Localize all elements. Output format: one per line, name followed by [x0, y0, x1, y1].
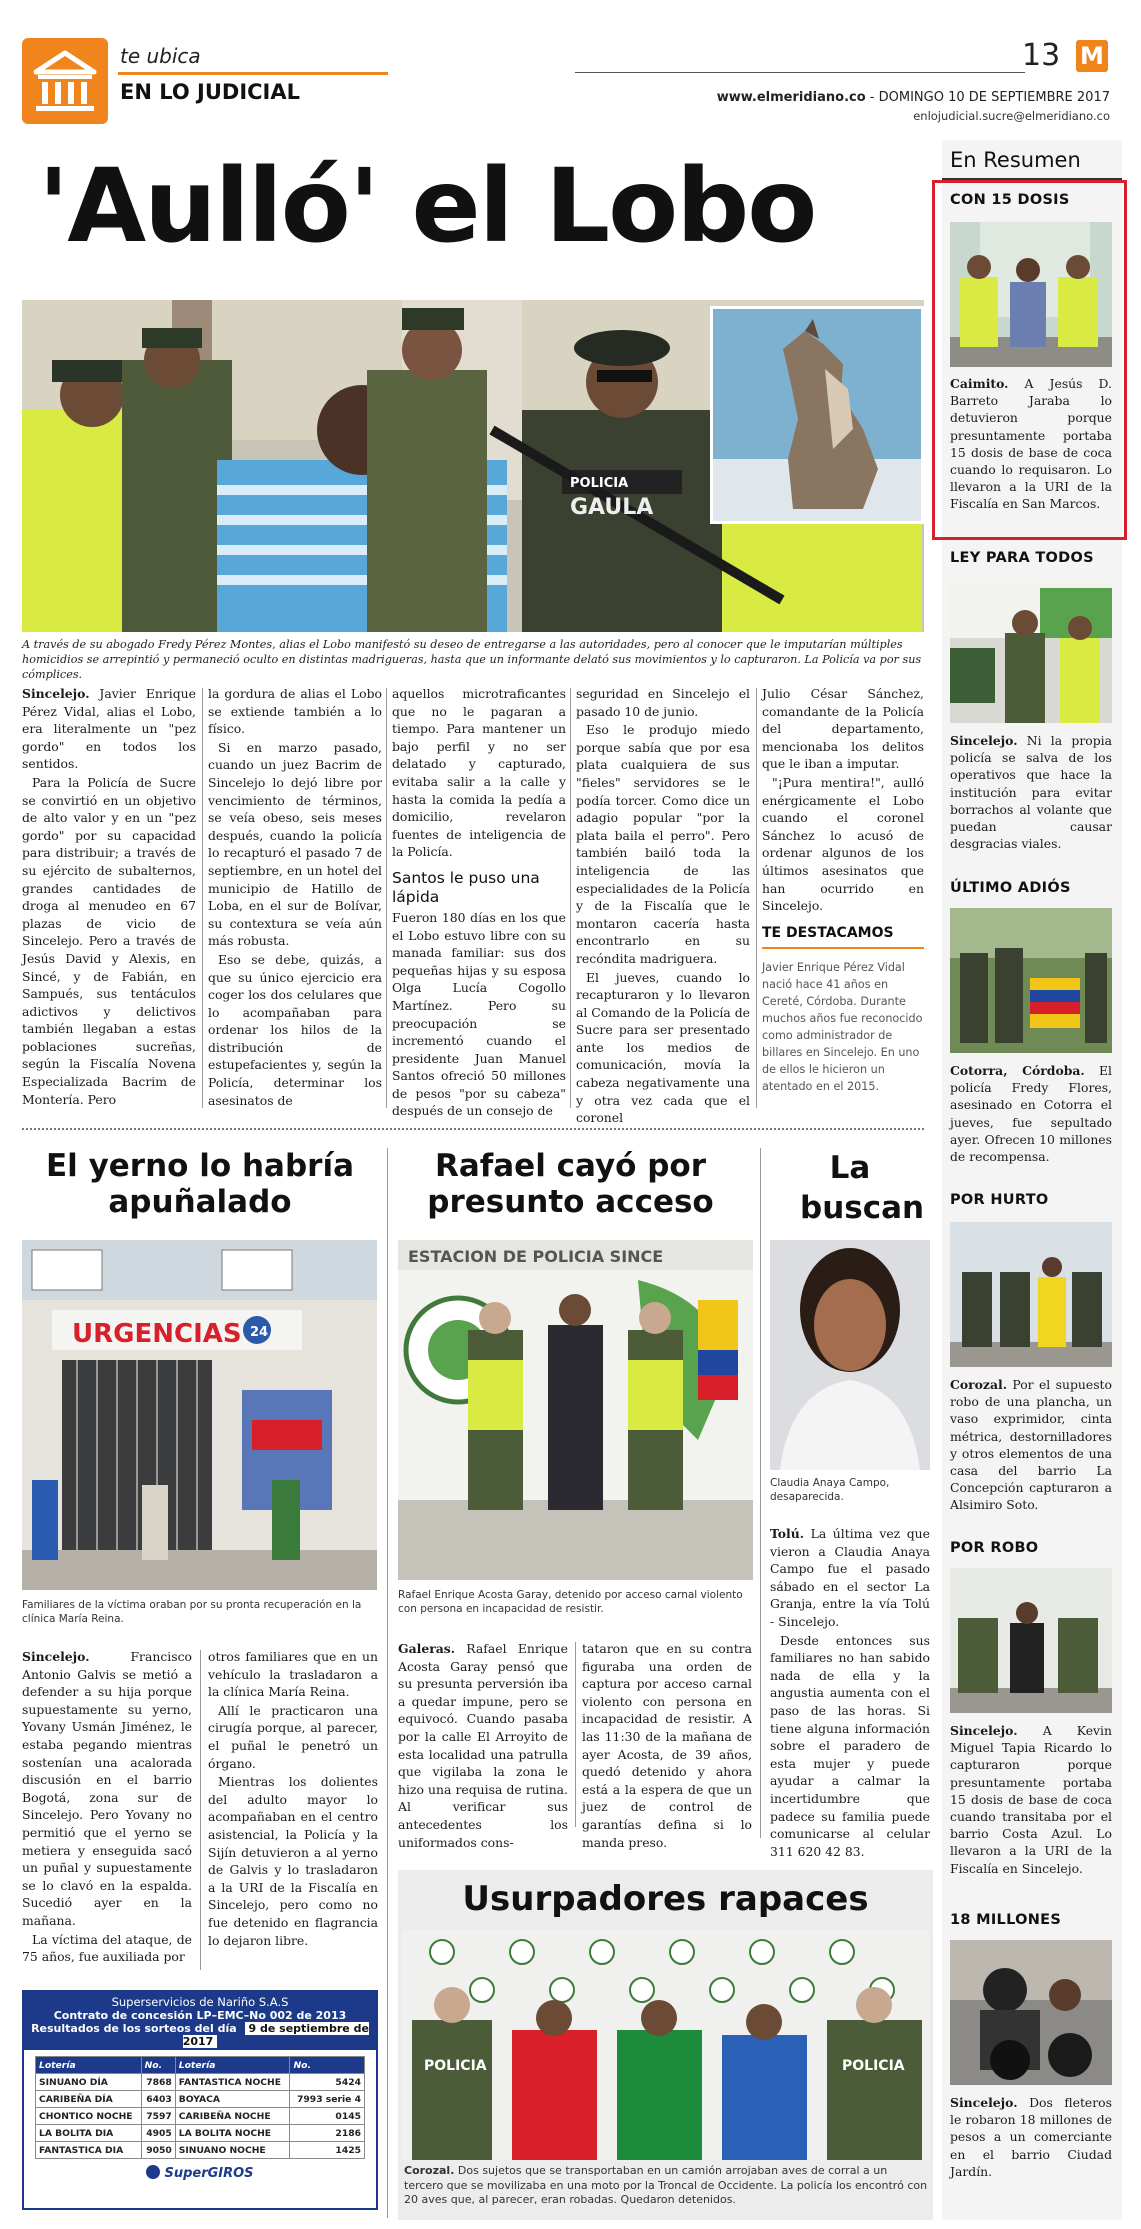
buscan-headline: La buscan — [800, 1150, 925, 1226]
sidebar-item-lead: Sincelejo. — [950, 1723, 1018, 1738]
sidebar-item-body: Por el supuesto robo de una plancha, un vaso exprimidor, cinta métrica, destornilladores y otros elementos de una casa del barrio La Concepción capturaron a Alsimiro Soto. — [950, 1377, 1112, 1513]
column-rule — [756, 688, 757, 1108]
yerno-paragraph: La víctima del ataque, de 75 años, fue auxiliada por — [22, 1931, 192, 1965]
sidebar-item-text — [950, 2094, 1112, 2180]
lottery-row — [36, 2125, 365, 2142]
lead-column-1 — [22, 685, 196, 1125]
lead-paragraph: "¡Pura mentira!", aulló enérgicamente el Lobo cuando el coronel Sánchez lo acusó de ordenar algunos de los últimos asesinatos que han ocurrido en Sincelejo. — [762, 774, 924, 914]
column-rule — [760, 1148, 761, 1838]
lead-paragraph: Eso se debe, quizás, a que su único ejercicio era coger los dos celulares que lo acompañaban para ordenar los hilos de la distribución de estupefacientes y, según la Policía, determinar los asesinatos de — [208, 951, 382, 1108]
lottery-number: 7868 — [141, 2074, 175, 2091]
column-rule — [200, 1650, 201, 1970]
masthead-rule — [575, 72, 1025, 73]
sidebar-item-body: El policía Fredy Flores, asesinado en Cotorra el jueves, fue sepultado ayer. Ofrecen 10 millones de recompensa. — [950, 1063, 1112, 1165]
lottery-row — [36, 2108, 365, 2125]
lottery-number: 5424 — [290, 2074, 365, 2091]
lead-dateline: Sincelejo. — [22, 686, 90, 701]
sidebar-item-text — [950, 375, 1112, 513]
supergiros-icon — [146, 2165, 160, 2179]
yerno-caption: Familiares de la víctima oraban por su pronta recuperación en la clínica María Reina. — [22, 1599, 362, 1625]
column-rule — [570, 688, 571, 1108]
lead-paragraph: Si en marzo pasado, cuando un juez Bacrim de Sincelejo lo dejó libre por vencimiento de términos, se veía obeso, seis meses después, cuando la policía lo recapturó el pasado 7 de septiembre, en un hotel del municipio de Hatillo de Loba, en el sur de Bolívar, su contextura se veía aún más robusta. — [208, 739, 382, 949]
lead-paragraph: Fueron 180 días en los que el Lobo estuvo libre con su manada familiar: sus dos pequeñas hijas y su esposa Olga Lucía Cogollo Martínez. Pero su preocupación se incrementó cuando el presidente Juan Manuel Santos ofreció 50 millones de pesos "por su cabeza" después de un consejo de — [392, 909, 566, 1119]
lead-paragraph: Eso le produjo miedo porque sabía que por esa plata cualquiera de sus "fieles" servidores se le podía torcer. Como dice un adagio popular "por la plata baila el perro". Pero también bailó toda la inteligencia de las especialidades de la Policía y de la Fiscalía que le montaron cacería hasta encontrarlo en su recóndita madriguera. — [576, 722, 750, 966]
urgencias-sign: URGENCIAS — [72, 1319, 242, 1349]
rafael-paragraph: tataron que en su contra figuraba una orden de captura por acceso carnal violento con persona en incapacidad de resistir. A las 11:30 de la mañana de ayer Acosta, de 39 años, quedó detenido y ahora está a la espera de que un juez de control de garantías defina si lo manda preso. — [582, 1641, 752, 1850]
yerno-column-2 — [208, 1648, 378, 1978]
usurpadores-caption-text: Dos sujetos que se transportaban en un camión arrojaban aves de corral a un tercero que se movilizaba en una moto por la Troncal de Occidente. La policía los encontró con 20 aves que, al parecer, eran robadas. Quedaron detenidos. — [404, 2164, 928, 2206]
wolf-photo — [710, 306, 924, 524]
yerno-headline: El yerno lo habría apuñalado — [45, 1148, 354, 1220]
rafael-column-2 — [582, 1640, 752, 1850]
tagline: te ubica — [120, 44, 201, 68]
buscan-photo — [770, 1240, 930, 1470]
column-rule — [386, 688, 387, 1108]
usurpadores-dateline: Corozal. — [404, 2164, 455, 2177]
yerno-photo — [22, 1240, 377, 1590]
lottery-row — [36, 2091, 365, 2108]
email[interactable]: enlojudicial.sucre@elmeridiano.co — [913, 109, 1110, 123]
lottery-number: 7597 — [141, 2108, 175, 2125]
yerno-column-1 — [22, 1648, 192, 1978]
lottery-number: 2186 — [290, 2125, 365, 2142]
lottery-name: LA BOLITA DIA — [36, 2125, 142, 2142]
rafael-dateline: Galeras. — [398, 1641, 456, 1656]
supergiros-logo — [24, 2165, 376, 2181]
rafael-caption: Rafael Enrique Acosta Garay, detenido por acceso carnal violento con persona en incapacidad de resistir. — [398, 1589, 743, 1615]
sidebar-item-text — [950, 732, 1112, 852]
column-rule — [575, 1642, 576, 1827]
station-wall-text: ESTACION DE POLICIA SINCE — [408, 1247, 664, 1266]
buscan-text — [770, 1525, 930, 1859]
sidebar-item-head: POR ROBO — [950, 1540, 1039, 1556]
sidebar-item-body: Ni la propia policía se salva de los operativos que hace la institución para evitar borrachos al volante que puedan causar desgracias viales. — [950, 733, 1112, 852]
rafael-headline: Rafael cayó por presunto acceso — [427, 1148, 714, 1220]
sidebar-item-head: LEY PARA TODOS — [950, 550, 1094, 566]
sidebar-photo — [950, 1940, 1112, 2085]
sidebar-photo — [950, 222, 1112, 367]
lottery-col-header: No. — [141, 2057, 175, 2074]
lead-column-5 — [762, 685, 924, 925]
lead-subhead: Santos le puso una lápida — [392, 868, 540, 906]
sidebar-item-text — [950, 1376, 1112, 1514]
lead-paragraph: Javier Enrique Pérez Vidal, alias el Lobo, era literalmente un "pez gordo" en todos los sentidos. — [22, 686, 196, 772]
sidebar-item-lead: Corozal. — [950, 1377, 1008, 1392]
te-destacamos-box — [762, 925, 924, 1125]
lottery-col-header: No. — [290, 2057, 365, 2074]
buscan-dateline: Tolú. — [770, 1526, 805, 1541]
yerno-paragraph: Allí le practicaron una cirugía porque, al parecer, el puñal le penetró un órgano. — [208, 1702, 378, 1771]
sidebar-item-head: CON 15 DOSIS — [950, 192, 1070, 208]
police-vest-label-2: POLICIA — [842, 2058, 905, 2074]
sidebar-photo — [950, 908, 1112, 1053]
lead-column-4 — [576, 685, 750, 1125]
lottery-name: CARIBEÑA DÍA — [36, 2091, 142, 2108]
sidebar-item-head: ÚLTIMO ADIÓS — [950, 880, 1071, 896]
sidebar-photo — [950, 1222, 1112, 1367]
lead-paragraph: El jueves, cuando lo recapturaron y lo llevaron al Comando de la Policía de Sucre para ser presentado ante los medios de comunicación, movía la cabeza negativamente una y otra vez cada que el coronel — [576, 969, 750, 1126]
buscan-caption: Claudia Anaya Campo, desaparecida. — [770, 1477, 890, 1503]
sidebar-item-body: A Jesús D. Barreto Jaraba lo detuvieron porque presuntamente portaba 15 dosis de base de coca cuando lo requisaron. Lo llevaron a la URI de la Fiscalía en San Marcos. — [950, 376, 1112, 512]
lottery-name: CARIBEÑA NOCHE — [175, 2108, 290, 2125]
lottery-col-header: Lotería — [175, 2057, 290, 2074]
logo-m: M — [1076, 40, 1108, 72]
yerno-dateline: Sincelejo. — [22, 1649, 90, 1664]
lottery-col-header: Lotería — [36, 2057, 142, 2074]
yerno-paragraph: Mientras los dolientes del adulto mayor lo acompañaban en el centro asistencial, la Policía y la Sijín detuvieron a al yerno de Galvis y lo trasladaron a la URI de la Fiscalía en Sincelejo, pero como no fue detenido en flagrancia lo dejaron libre. — [208, 1774, 378, 1948]
lottery-name: FANTASTICA DIA — [36, 2142, 142, 2159]
sidebar-item-lead: Caimito. — [950, 376, 1009, 391]
lottery-number: 4905 — [141, 2125, 175, 2142]
date: - DOMINGO 10 DE SEPTIEMBRE 2017 — [865, 90, 1110, 105]
lead-paragraph: aquellos microtraficantes que no le pagaran a tiempo. Para mantener un bajo perfil y no ser delatado y capturado, evitaba salir a la calle y hasta la comida la pedía a domicilio, revelaron fuentes de inteligencia de la Policía. — [392, 686, 566, 860]
sidebar-item-text — [950, 1062, 1112, 1165]
lead-paragraph: la gordura de alias el Lobo se extiende también a lo físico. — [208, 686, 382, 737]
lottery-number: 1425 — [290, 2142, 365, 2159]
sidebar-item-body: A Kevin Miguel Tapia Ricardo lo capturaron porque presuntamente portaba 15 dosis de base de coca cuando transitaba por el barrio Costa Azul. Lo llevaron a la URI de la Fiscalía en Sincelejo. — [950, 1723, 1112, 1876]
sidebar-title: En Resumen — [950, 148, 1081, 172]
lottery-header — [24, 1992, 376, 2050]
sidebar-photo — [950, 578, 1112, 723]
yerno-paragraph: Francisco Antonio Galvis se metió a defender a su hija porque supuestamente su yerno, Yovany Usmán Jiménez, le estaba pegando mientras sostenían una acalorada discusión en el barrio Bogotá, zona sur de Sincelejo. Pero Yovany no permitió que el yerno se metiera y enseguida sacó un puñal y supuestamente se lo clavó en la espalda. Sucedió ayer en la mañana. — [22, 1649, 192, 1928]
police-vest-label: POLICIA — [424, 2058, 487, 2074]
sidebar-item-lead: Sincelejo. — [950, 733, 1018, 748]
lottery-number: 0145 — [290, 2108, 365, 2125]
sidebar-item-body: Dos fleteros le robaron 18 millones de pesos a un comerciante en el barrio Ciudad Jardín. — [950, 2095, 1112, 2179]
gaula-label: POLICIA — [570, 476, 629, 491]
page-number: 13 — [1022, 38, 1061, 73]
lottery-row — [36, 2074, 365, 2091]
column-rule — [387, 1148, 388, 2218]
lottery-number: 9050 — [141, 2142, 175, 2159]
column-rule — [202, 688, 203, 1108]
lottery-table — [35, 2056, 365, 2159]
lottery-name: LA BOLITA NOCHE — [175, 2125, 290, 2142]
rafael-column-1 — [398, 1640, 568, 1850]
lottery-name: FANTASTICA NOCHE — [175, 2074, 290, 2091]
lead-column-3 — [392, 685, 566, 1125]
lottery-row — [36, 2142, 365, 2159]
lead-paragraph: seguridad en Sincelejo el pasado 10 de junio. — [576, 686, 750, 719]
lottery-name: BOYACA — [175, 2091, 290, 2108]
sidebar-item-lead: Cotorra, Córdoba. — [950, 1063, 1085, 1078]
lead-paragraph: Julio César Sánchez, comandante de la Policía del departamento, mencionaba los delitos que le iban a imputar. — [762, 686, 924, 772]
lottery-number: 7993 serie 4 — [290, 2091, 365, 2108]
lead-column-2 — [208, 685, 382, 1125]
lottery-header-row — [36, 2057, 365, 2074]
courthouse-icon — [22, 38, 108, 124]
lottery-name: SINUANO NOCHE — [175, 2142, 290, 2159]
lottery-results-label: Resultados de los sorteos del día — [31, 2022, 237, 2035]
usurpadores-headline: Usurpadores rapaces — [462, 1879, 869, 1919]
usurpadores-caption — [404, 2164, 928, 2208]
lead-headline: 'Aulló' el Lobo — [38, 147, 816, 266]
section-separator — [22, 1128, 924, 1130]
usurpadores-photo — [402, 1930, 930, 2160]
urgencias-24: 24 — [250, 1325, 269, 1340]
sidebar-item-head: 18 MILLONES — [950, 1912, 1062, 1928]
lottery-results-date: 9 de septiembre de 2017 — [182, 2022, 369, 2048]
sidebar-photo — [950, 1568, 1112, 1713]
tagline-rule — [118, 72, 388, 75]
sidebar-item-lead: Sincelejo. — [950, 2095, 1018, 2110]
buscan-paragraph: La última vez que vieron a Claudia Anaya Campo fue el pasado sábado en el sector La Granja, entre la vía Tolú - Sincelejo. — [770, 1526, 930, 1629]
masthead — [0, 0, 1141, 140]
website[interactable]: www.elmeridiano.co — [716, 90, 866, 105]
dateline — [585, 90, 1110, 105]
lead-caption: A través de su abogado Fredy Pérez Montes, alias el Lobo manifestó su deseo de entregarse a las autoridades, pero al conocer que le imputarían múltiples homicidios se arrepintió y permaneció oculto en distintas madrigueras, hasta que un informante delató sus movimientos y lo capturaron. La Policía va por sus cómplices. — [22, 638, 922, 681]
lottery-brand: SuperGIROS — [164, 2166, 254, 2181]
rafael-paragraph: Rafael Enrique Acosta Garay pensó que su presunta perversión iba a quedar impune, pero se equivocó. Cuando pasaba por la calle El Arroyito de esta localidad una patrulla que vigilaba la zona le hizo una requisa de rutina. Al verificar sus antecedentes los uniformados cons- — [398, 1641, 568, 1850]
section-title: EN LO JUDICIAL — [120, 80, 300, 104]
lottery-company: Superservicios de Nariño S.A.S — [111, 1995, 289, 2009]
rafael-photo — [398, 1240, 753, 1580]
sidebar-item-text — [950, 1722, 1112, 1877]
lead-paragraph: Para la Policía de Sucre se convirtió en un objetivo de alto valor y en un "pez gordo" por su capacidad para distribuir; a través de su ejército de subalternos, grandes cantidades de droga al menudeo en 67 plazas de vicio de Sincelejo. Pero a través de Jesús David y Alexis, en Sincé, y de Fabián, en Sampués, sus tentáculos adictivos y delictivos también llegaban a estas poblaciones sucreñas, según la Fiscalía Novena Especializada Bacrim de Montería. Pero — [22, 774, 196, 1107]
sidebar-item-head: POR HURTO — [950, 1192, 1049, 1208]
lottery-contract: Contrato de concesión LP–EMC–No 002 de 2013 — [53, 2009, 347, 2022]
lottery-number: 6403 — [141, 2091, 175, 2108]
lottery-box — [22, 1990, 378, 2210]
lottery-name: CHONTICO NOCHE — [36, 2108, 142, 2125]
lottery-name: SINUANO DÍA — [36, 2074, 142, 2091]
te-destacamos-text: Javier Enrique Pérez Vidal nació hace 41 años en Cereté, Córdoba. Durante muchos años fue reconocido como administrador de billares en Sincelejo. En uno de ellos le hicieron un atentado en el 2015. — [762, 961, 923, 1093]
buscan-paragraph: Desde entonces sus familiares no han sabido nada de ella y la angustia aumenta con el paso de las horas. Si tiene alguna información sobre el paradero de esta mujer y puede ayudar a calmar la incertidumbre que padece su familia puede comunicarse al celular 311 620 42 83. — [770, 1632, 930, 1859]
te-destacamos-title: TE DESTACAMOS — [762, 925, 924, 949]
gaula-label-2: GAULA — [570, 495, 654, 520]
yerno-paragraph: otros familiares que en un vehículo la trasladaron a la clínica María Reina. — [208, 1649, 378, 1700]
